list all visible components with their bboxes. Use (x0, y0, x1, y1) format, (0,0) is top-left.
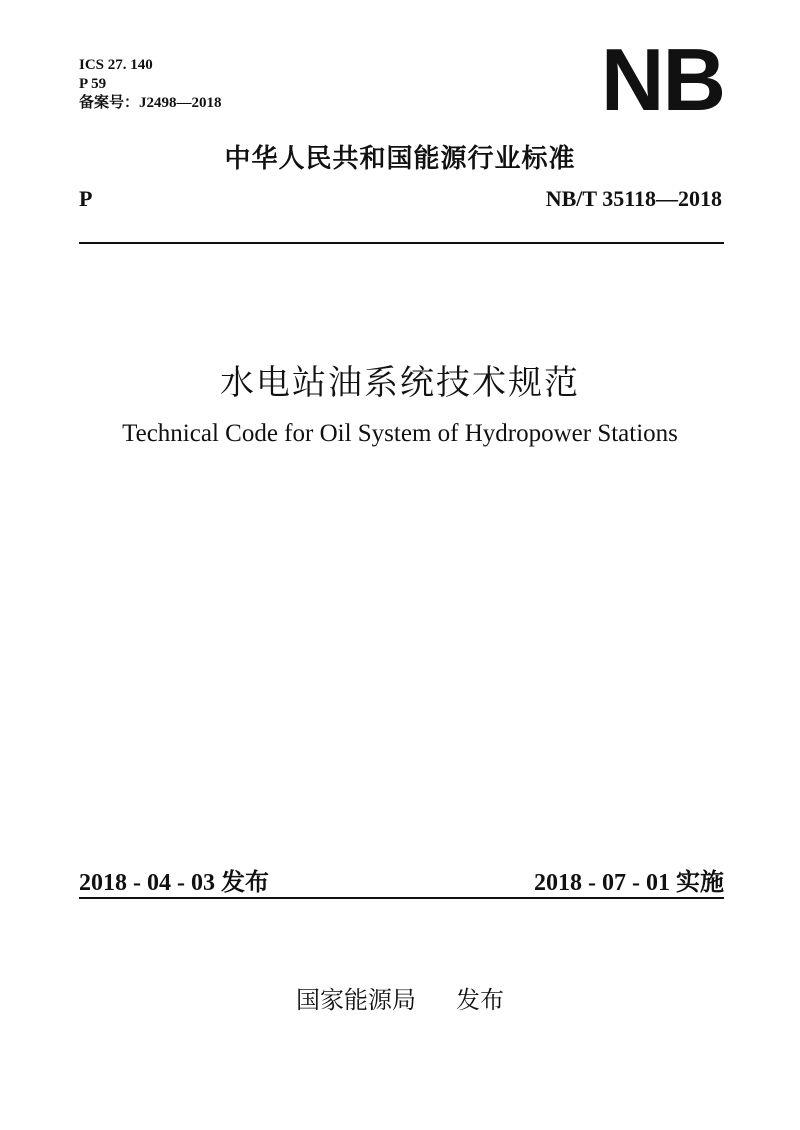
title-english: Technical Code for Oil System of Hydropower Stations (122, 420, 678, 447)
standard-number: NB/T 35118—2018 (545, 186, 722, 211)
top-divider (79, 242, 724, 244)
publisher-name: 国家能源局 (296, 986, 416, 1014)
publisher-line (0, 980, 800, 1015)
standard-category: 中华人民共和国能源行业标准 (224, 144, 576, 174)
implementation-date: 2018 - 07 - 01 实施 (534, 870, 724, 896)
clc-code: P 59 (79, 76, 107, 92)
publish-action: 发布 (456, 986, 504, 1014)
ics-code: ICS 27. 140 (79, 57, 153, 73)
filing-number: 备案号：J2498—2018 (79, 95, 222, 111)
issue-date: 2018 - 04 - 03 发布 (79, 870, 269, 896)
title-chinese: 水电站油系统技术规范 (220, 363, 580, 403)
bottom-divider (79, 897, 724, 899)
classification-code: P (79, 186, 93, 211)
nb-logo: NB (600, 30, 724, 129)
